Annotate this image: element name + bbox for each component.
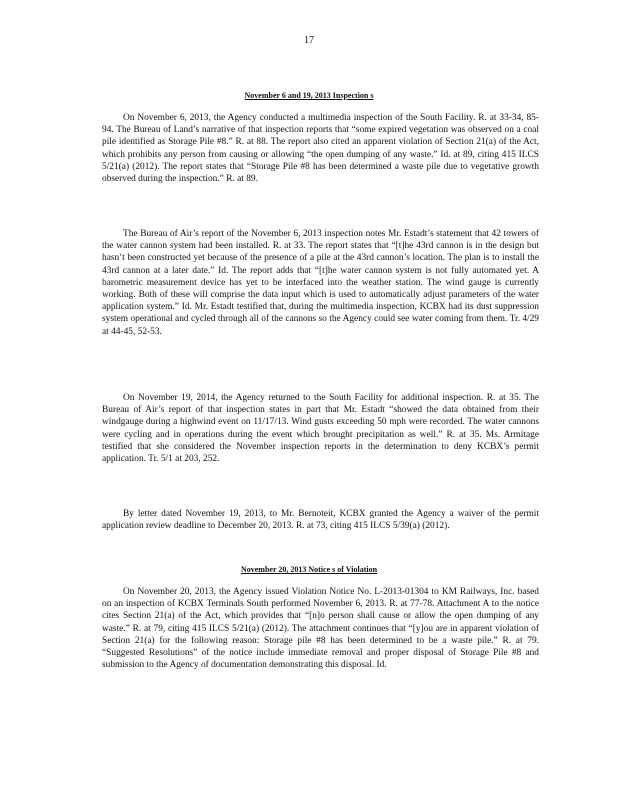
paragraph-violation-notice: On November 20, 2013, the Agency issued Violation Notice No. L-2013-01304 to KM Railways, Inc. based on an inspection of KCBX Terminals South performed November 6, 2013. R. at 77-78. Attachment A to the notice cites Section 21(a) of the Act, which provides that “[n]o person shall cause or allow the open dumping of any waste.” R. at 79, citing 415 ILCS 5/21(a) (2012). The attachment continues that “[y]ou are in apparent violation of Section 21(a) for the following reason: Storage pile #8 has been determined to be a waste pile.” R. at 79. “Suggested Resolutions” of the notice include immediate removal and proper disposal of Storage Pile #8 and submission to the Agency of documentation demonstrating this disposal. Id. [102,587,539,671]
page-number: 17 [304,35,314,46]
paragraph-return-inspection: On November 19, 2014, the Agency returned to the South Facility for additional inspection. R. at 35. The Bureau of Air’s report of that inspection states in part that Mr. Estadt “showed the data obtained from their windgauge during a highwind event on 11/17/13. Wind gusts exceeding 50 mph were recorded. The water cannons were cycling and in operations during the event which brought precipitation as well.” R. at 35. Ms. Armitage testified that she considered the November inspection reports in the determination to deny KCBX’s permit application. Tr. 5/1 at 203, 252. [102,393,539,465]
paragraph-waiver-letter: By letter dated November 19, 2013, to Mr. Bernoteit, KCBX granted the Agency a waiver of the permit application review deadline to December 20, 2013. R. at 73, citing 415 ILCS 5/39(a) (2012). [102,509,539,532]
section-heading-violation-notice: November 20, 2013 Notice s of Violation [240,565,378,574]
paragraph-multimedia-inspection: On November 6, 2013, the Agency conducted a multimedia inspection of the South Facility. R. at 33-34, 85-94. The Bureau of Land’s narrative of that inspection reports that “some expired vegetation was observed on a coal pile identified as Storage Pile #8.” R. at 88. The report also cited an apparent violation of Section 21(a) of the Act, which prohibits any person from causing or allowing “the open dumping of any waste.” Id. at 89, citing 415 ILCS 5/21(a) (2012). The report states that “Storage Pile #8 has been determined a waste pile due to vegetative growth observed during the inspection.” R. at 89. [102,113,539,185]
section-heading-inspection: November 6 and 19, 2013 Inspection s [244,91,374,100]
paragraph-bureau-of-air-report: The Bureau of Air’s report of the November 6, 2013 inspection notes Mr. Estadt’s statement that 42 towers of the water cannon system had been installed. R. at 33. The report states that “[t]he 43rd cannon is in the design but hasn’t been constructed yet because of the presence of a pile at the 43rd cannon’s location. The plan is to install the 43rd cannon at a later date.” Id. The report adds that “[t]he water cannon system is not fully automated yet. A barometric measurement device has yet to be interfaced into the weather station. The wind gauge is currently working. Both of these will comprise the data input which is used to automatically adjust parameters of the water application system.” Id. Mr. Estadt testified that, during the multimedia inspection, KCBX had its dust suppression system operational and cycled through all of the cannons so the Agency could see water coming from them. Tr. 4/29 at 44-45, 52-53. [102,229,539,337]
